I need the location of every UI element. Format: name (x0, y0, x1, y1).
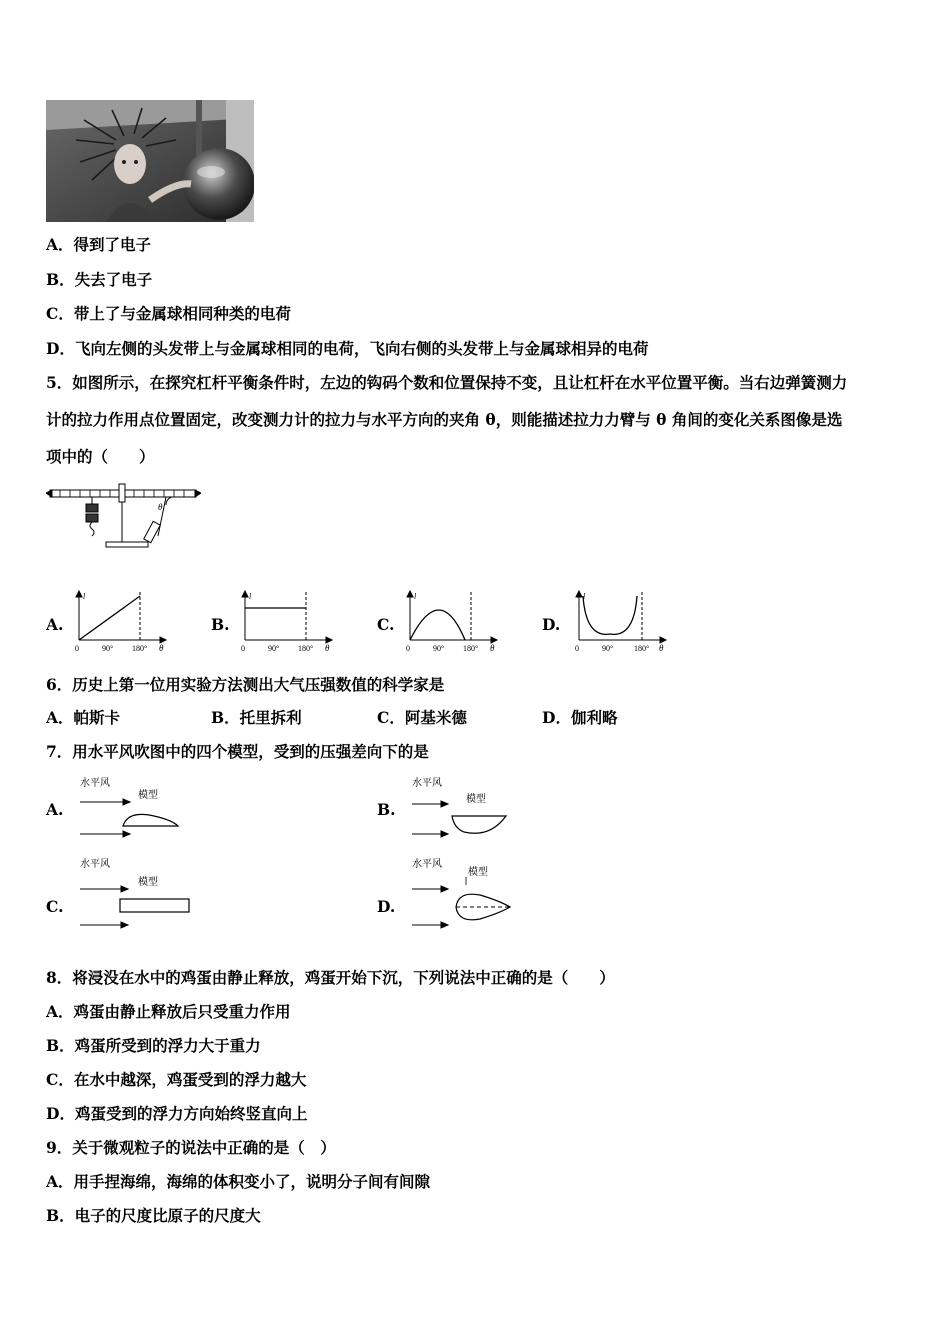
svg-text:90°: 90° (102, 644, 114, 653)
q6-option-c: C．阿基米德 (377, 708, 467, 727)
svg-text:模型: 模型 (138, 790, 158, 801)
svg-text:水平风: 水平风 (412, 778, 442, 789)
q5-stem-line3: 项中的（ ） (46, 447, 155, 466)
model-c (76, 855, 196, 935)
q6-option-d: D．伽利略 (542, 708, 618, 727)
svg-text:θ: θ (158, 502, 163, 512)
q5-stem-line1: 5．如图所示，在探究杠杆平衡条件时，左边的钩码个数和位置保持不变，且让杠杆在水平位置平衡。当右边弹簧测力 (46, 373, 848, 392)
q5-label-b: B. (211, 615, 230, 634)
svg-text:180°: 180° (298, 644, 314, 653)
q6-option-b: B．托里拆利 (211, 708, 302, 727)
q6-option-a: A．帕斯卡 (46, 708, 121, 727)
q9-stem: 9．关于微观粒子的说法中正确的是（ ） (46, 1138, 336, 1157)
svg-text:90°: 90° (602, 644, 614, 653)
q7-label-c: C. (46, 897, 64, 916)
q5-label-d: D. (542, 615, 561, 634)
svg-text:180°: 180° (132, 644, 148, 653)
q4-option-d: D．飞向左侧的头发带上与金属球相同的电荷，飞向右侧的头发带上与金属球相异的电荷 (46, 339, 649, 358)
svg-text:0: 0 (75, 644, 79, 653)
graph-a (70, 588, 170, 656)
q6-stem: 6．历史上第一位用实验方法测出大气压强数值的科学家是 (46, 675, 445, 694)
q7-label-d: D. (377, 897, 396, 916)
svg-text:模型: 模型 (468, 867, 488, 878)
q4-option-c: C．带上了与金属球相同种类的电荷 (46, 304, 291, 323)
q9-option-a: A．用手捏海绵，海绵的体积变小了，说明分子间有间隙 (46, 1172, 431, 1191)
model-b (408, 774, 528, 844)
svg-text:θ: θ (490, 643, 495, 653)
svg-text:模型: 模型 (138, 877, 158, 888)
q5-stem-line2: 计的拉力作用点位置固定，改变测力计的拉力与水平方向的夹角 θ，则能描述拉力力臂与 θ 角间的变化关系图像是选 (46, 410, 843, 429)
q8-stem: 8．将浸没在水中的鸡蛋由静止释放，鸡蛋开始下沉，下列说法中正确的是（ ） (46, 968, 615, 987)
svg-text:l: l (83, 592, 86, 601)
graph-c (401, 588, 501, 656)
svg-text:90°: 90° (433, 644, 445, 653)
q4-option-b: B．失去了电子 (46, 270, 153, 289)
q7-label-b: B. (377, 800, 396, 819)
svg-text:0: 0 (406, 644, 410, 653)
svg-text:l: l (583, 592, 586, 601)
svg-text:0: 0 (575, 644, 579, 653)
svg-text:θ: θ (659, 643, 664, 653)
svg-text:180°: 180° (463, 644, 479, 653)
svg-text:180°: 180° (634, 644, 650, 653)
svg-text:l: l (249, 592, 252, 601)
svg-text:水平风: 水平风 (80, 859, 110, 870)
q7-label-a: A. (46, 800, 64, 819)
q5-label-a: A. (46, 615, 64, 634)
svg-text:水平风: 水平风 (412, 859, 442, 870)
svg-text:θ: θ (159, 643, 164, 653)
q7-stem: 7．用水平风吹图中的四个模型，受到的压强差向下的是 (46, 742, 429, 761)
model-a (76, 774, 196, 844)
svg-text:水平风: 水平风 (80, 778, 110, 789)
graph-d (570, 588, 670, 656)
svg-text:θ: θ (325, 643, 330, 653)
photo-static-electricity (46, 100, 254, 222)
q8-option-c: C．在水中越深，鸡蛋受到的浮力越大 (46, 1070, 307, 1089)
model-d (408, 855, 528, 935)
graph-b (236, 588, 336, 656)
svg-text:模型: 模型 (466, 794, 486, 805)
q8-option-a: A．鸡蛋由静止释放后只受重力作用 (46, 1002, 291, 1021)
q8-option-d: D．鸡蛋受到的浮力方向始终竖直向上 (46, 1104, 308, 1123)
q5-label-c: C. (377, 615, 395, 634)
lever-figure (46, 480, 201, 555)
svg-text:l: l (414, 592, 417, 601)
svg-text:0: 0 (241, 644, 245, 653)
q4-option-a: A．得到了电子 (46, 235, 152, 254)
svg-text:90°: 90° (268, 644, 280, 653)
q8-option-b: B．鸡蛋所受到的浮力大于重力 (46, 1036, 261, 1055)
q9-option-b: B．电子的尺度比原子的尺度大 (46, 1206, 261, 1225)
